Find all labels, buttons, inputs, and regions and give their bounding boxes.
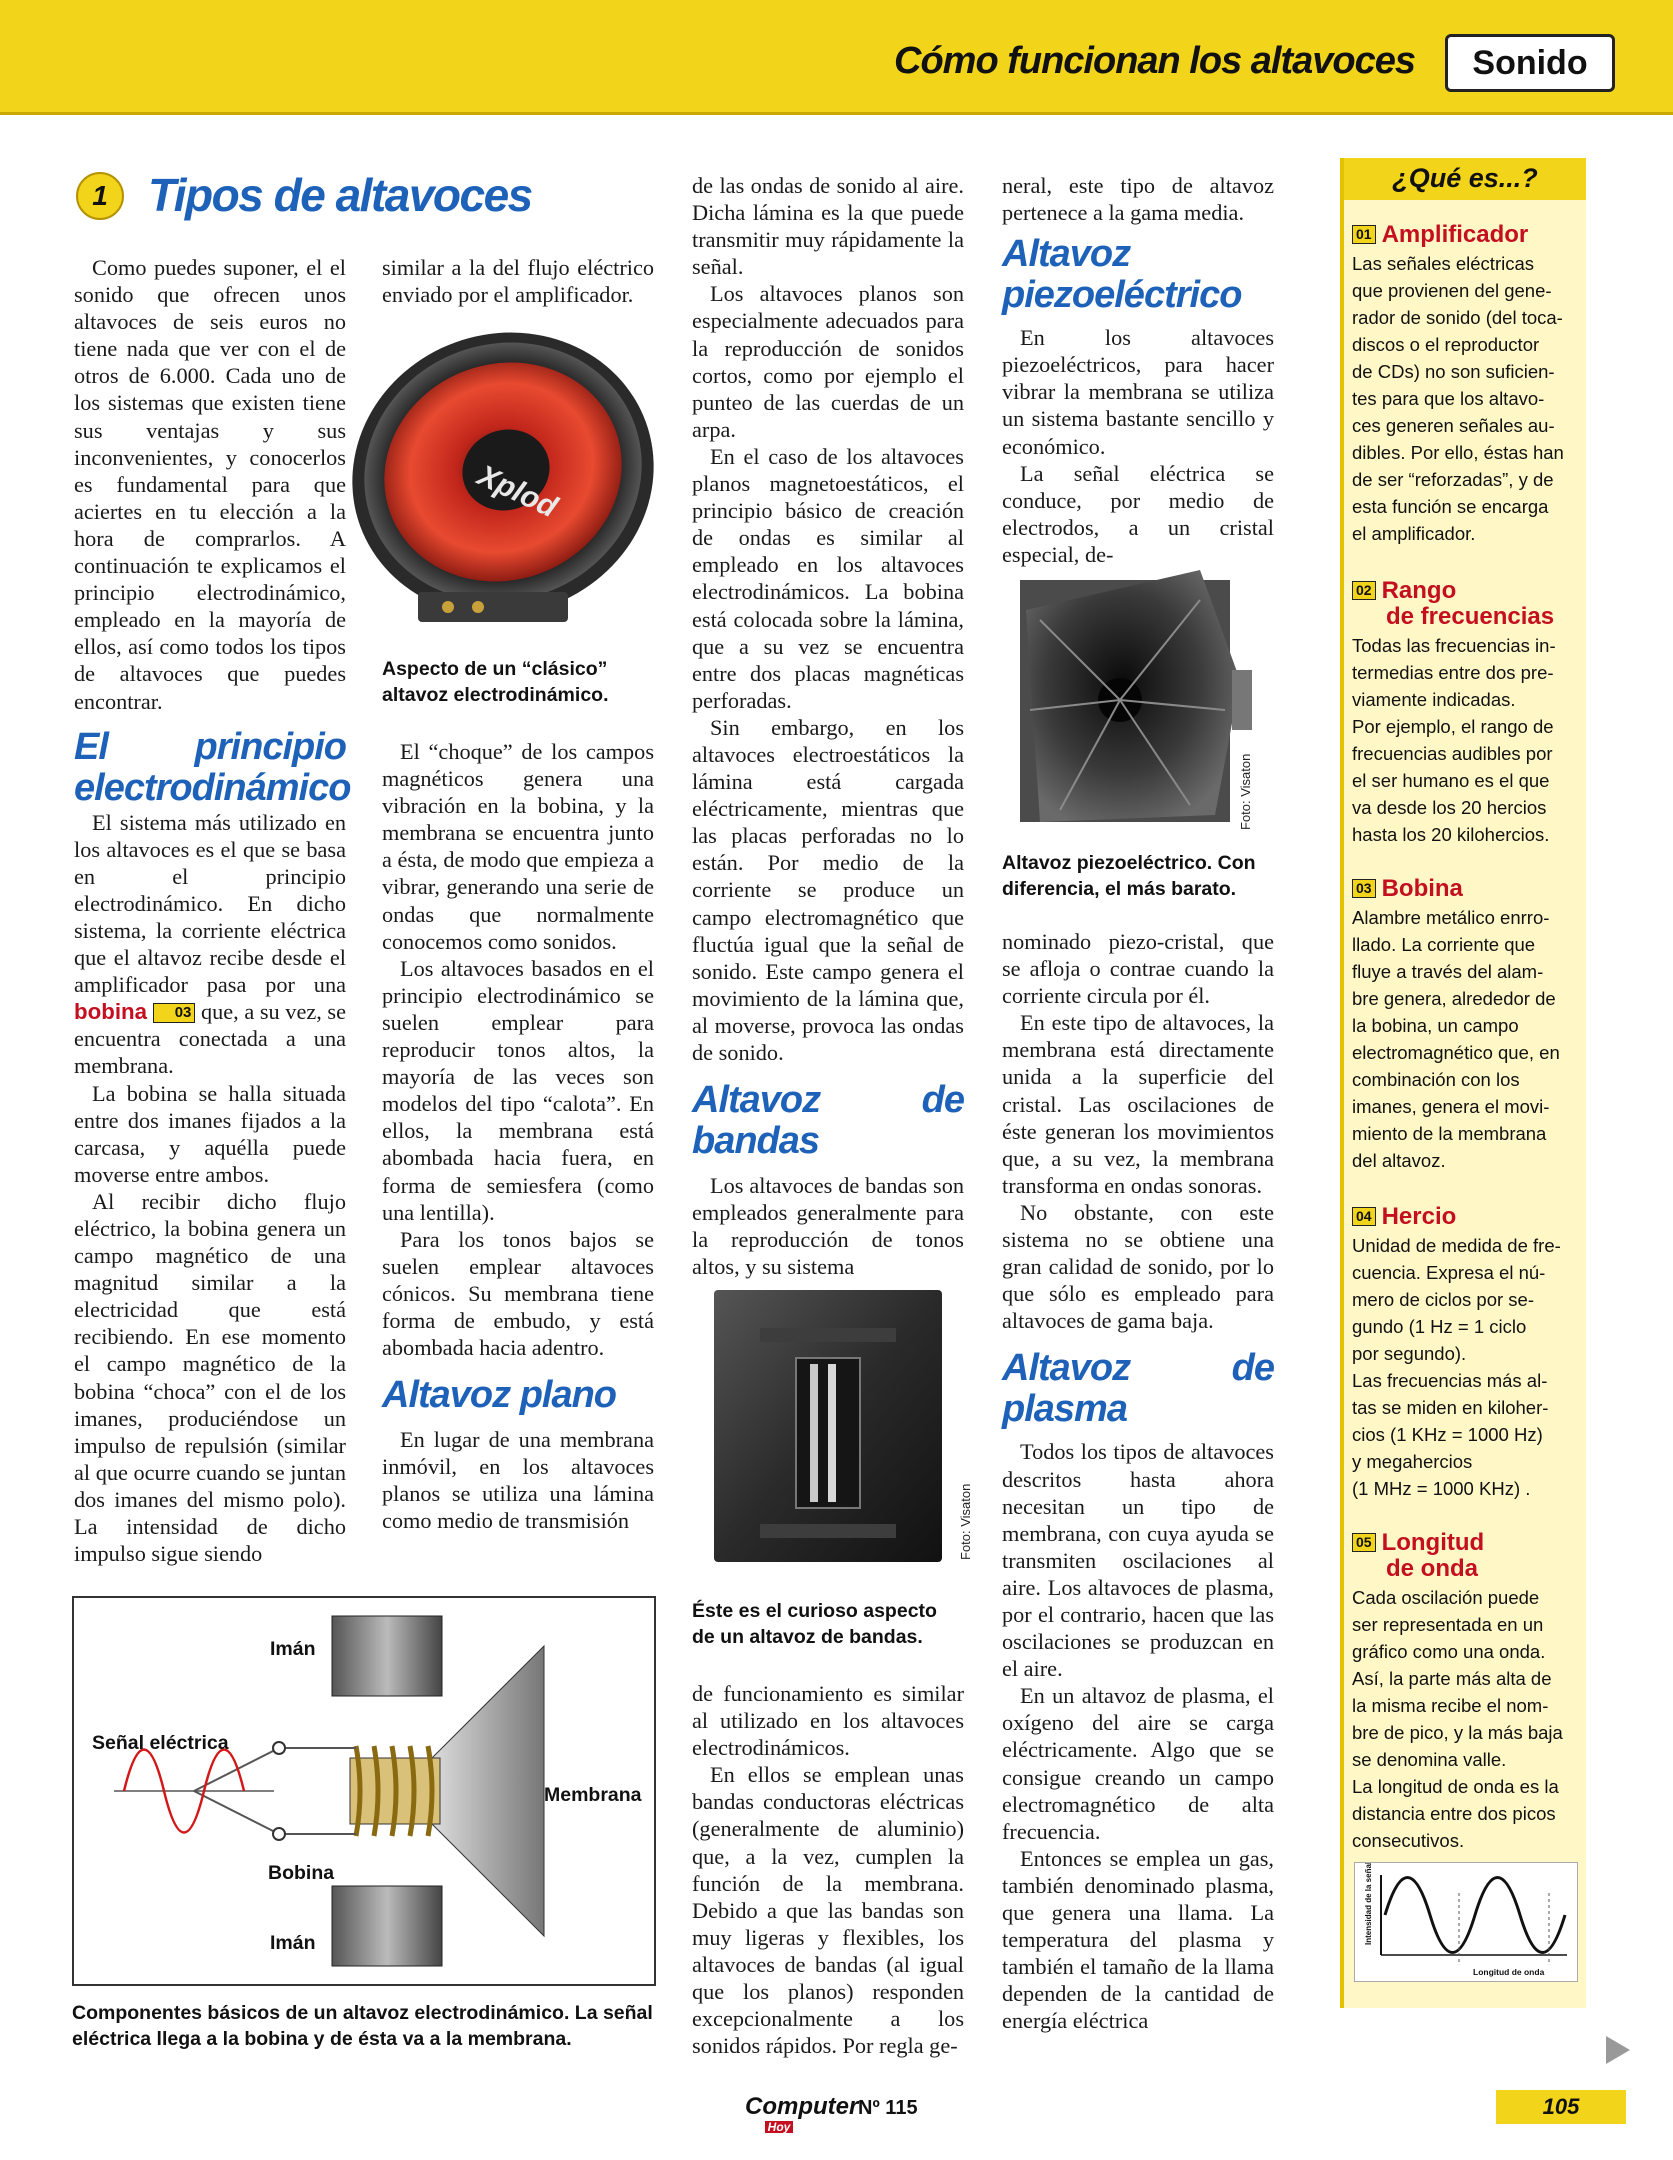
line: miento de la membrana xyxy=(1352,1123,1547,1144)
paragraph: de funcionamiento es similar al utilizado en los altavoces electrodinámicos. xyxy=(692,1681,964,1761)
line: discos o el reproductor xyxy=(1352,334,1540,355)
header-title: Cómo funcionan los altavoces xyxy=(894,40,1415,82)
ribbon-speaker-photo xyxy=(700,1288,956,1570)
photo-credit-piezo: Foto: Visaton xyxy=(1238,753,1253,830)
heading-bandas: Altavoz de bandas xyxy=(692,1079,964,1163)
entry-title-2: de frecuencias xyxy=(1386,603,1555,630)
heading-plasma: Altavoz de plasma xyxy=(1002,1347,1274,1431)
paragraph: Los altavoces basados en el principio electrodinámico se suelen emplear para reproducir tonos altos, la mayoría de las veces son modelos del tipo “calota”. En ellos, la membrana está abombada hacia fuera, en forma de semiesfera (como una lentilla). xyxy=(382,955,654,1225)
paragraph: nominado piezo-cristal, que se afloja o contrae cuando la corriente circula por él. xyxy=(1002,929,1274,1009)
line: del altavoz. xyxy=(1352,1150,1446,1171)
line: Las señales eléctricas xyxy=(1352,253,1535,274)
paragraph: En un altavoz de plasma, el oxígeno del aire se carga eléctricamente. Algo que se consigue creando un campo electromagnético de alta frecuencia. xyxy=(1002,1683,1274,1844)
line: termedias entre dos pre- xyxy=(1352,662,1554,683)
heading-principio: El principio electrodinámico xyxy=(74,725,351,809)
entry-body xyxy=(1352,632,1580,848)
page-number: 105 xyxy=(1496,2090,1626,2124)
paragraph: En el caso de los altavoces planos magnetoestáticos, el principio básico de creación de ondas es similar al empleado en los altavoces electrodinámicos. La bobina está colocada sobre la lámina, que a su vez se encuentra entre dos placas magnéticas perforadas. xyxy=(692,443,964,713)
line: de CDs) no son suficien- xyxy=(1352,361,1555,382)
glossary-tag: 03 xyxy=(1352,879,1376,898)
column-4 xyxy=(1002,172,1274,568)
wave-diagram xyxy=(1354,1862,1578,1982)
paragraph: de las ondas de sonido al aire. Dicha lámina es la que puede transmitir muy rápidamente la señal. xyxy=(692,173,964,280)
column-3-lower xyxy=(692,1680,964,2059)
caption-speaker: Aspecto de un “clásico” altavoz electrodinámico. xyxy=(382,658,609,706)
line: va desde los 20 hercios xyxy=(1352,797,1547,818)
heading-plano: Altavoz plano xyxy=(382,1374,617,1417)
line: ser representada en un xyxy=(1352,1614,1544,1635)
glossary-entry-hercio xyxy=(1352,1204,1580,1502)
paragraph: Todos los tipos de altavoces descritos hasta ahora necesitan un tipo de membrana, con cuya ayuda se transmiten oscilaciones al aire. Los altavoces de plasma, por el contrario, hacen que las oscilaciones se produzcan en el aire. xyxy=(1002,1439,1274,1682)
glossary-entry-bobina xyxy=(1352,876,1580,1174)
diagram-label-bobina: Bobina xyxy=(268,1862,335,1884)
logo-sub: Hoy xyxy=(765,2121,793,2133)
line: Todas las frecuencias in- xyxy=(1352,635,1556,656)
paragraph: El “choque” de los campos magnéticos genera una vibración en la bobina, y la membrana se encuentra junto a ésta, de modo que empieza a vibrar, generando una serie de ondas que normalmente conocemos como sonidos. xyxy=(382,739,654,954)
entry-title: Rango xyxy=(1381,577,1457,604)
column-2 xyxy=(382,254,654,308)
paragraph: Sin embargo, en los altavoces electroestáticos la lámina está cargada eléctricamente, mientras que las placas perforadas no lo están. Por medio de la corriente se produce un campo electromagnético que fluctúa igual que la señal de sonido. Este campo genera el movimiento de la lámina que, al moverse, provoca las ondas de sonido. xyxy=(692,714,964,1065)
line: Cada oscilación puede xyxy=(1352,1587,1540,1608)
photo-credit-bandas: Foto: Visaton xyxy=(958,1483,973,1560)
glossary-sidebar xyxy=(1340,158,1586,2008)
diagram-label-membrana: Membrana xyxy=(544,1784,642,1806)
issue-number: Nº 115 xyxy=(858,2097,918,2119)
line: Las frecuencias más al- xyxy=(1352,1370,1548,1391)
caption-piezo: Altavoz piezoeléctrico. Con diferencia, el más barato. xyxy=(1002,852,1256,900)
line: electromagnético que, en xyxy=(1352,1042,1560,1063)
line: ces generen señales au- xyxy=(1352,415,1555,436)
keyword-bobina: bobina xyxy=(74,999,148,1025)
entry-title: Longitud xyxy=(1381,1529,1485,1556)
paragraph: La bobina se halla situada entre dos imanes fijados a la carcasa, y aquélla puede moverse entre ambos. xyxy=(74,1080,346,1187)
line: esta función se encarga xyxy=(1352,496,1549,517)
line: bre genera, alrededor de xyxy=(1352,988,1556,1009)
line: consecutivos. xyxy=(1352,1830,1465,1851)
diagram-label-iman-top: Imán xyxy=(270,1638,316,1660)
line: se denomina valle. xyxy=(1352,1749,1507,1770)
line: de ser “reforzadas”, y de xyxy=(1352,469,1554,490)
line: por segundo). xyxy=(1352,1343,1467,1364)
line: Así, la parte más alta de xyxy=(1352,1668,1552,1689)
line: hasta los 20 kilohercios. xyxy=(1352,824,1550,845)
paragraph: La señal eléctrica se conduce, por medio de electrodos, a un cristal especial, de- xyxy=(1002,460,1274,567)
diagram-label-senal: Señal eléctrica xyxy=(92,1732,229,1754)
text-span: El sistema más utilizado en los altavoces es el que se basa en el principio electrodinámico. En dicho sistema, la corriente eléctrica que el altavoz recibe desde el amplificador pasa por una xyxy=(74,809,346,998)
line: dibles. Por ello, éstas han xyxy=(1352,442,1564,463)
line: bre de pico, y la más baja xyxy=(1352,1722,1563,1743)
glossary-tag: 02 xyxy=(1352,581,1376,600)
section-badge: Sonido xyxy=(1445,34,1615,92)
paragraph: Entonces se emplea un gas, también denominado plasma, que genera una llama. La temperatura del plasma y también el tamaño de la llama dependen de la cantidad de energía eléctrica xyxy=(1002,1845,1274,2034)
entry-title: Hercio xyxy=(1381,1203,1457,1230)
line: tas se miden en kiloher- xyxy=(1352,1397,1549,1418)
line: el amplificador. xyxy=(1352,523,1476,544)
piezo-speaker-photo xyxy=(1000,560,1270,840)
paragraph: En lugar de una membrana inmóvil, en los altavoces planos se utiliza una lámina como medio de transmisión xyxy=(382,1427,654,1534)
heading-piezo: Altavoz piezoeléctrico xyxy=(1002,233,1242,317)
entry-title-2: de onda xyxy=(1386,1555,1479,1582)
line: imanes, genera el movi- xyxy=(1352,1096,1550,1117)
paragraph: No obstante, con este sistema no se obtiene una gran calidad de sonido, por lo que sólo es empleado para altavoces de gama baja. xyxy=(1002,1199,1274,1334)
line: que provienen del gene- xyxy=(1352,280,1552,301)
wave-ylabel: Intensidad de la señal xyxy=(1364,1863,1373,1945)
logo-text: Computer xyxy=(745,2093,859,2120)
sidebar-title: ¿Qué es...? xyxy=(1344,158,1586,200)
entry-body xyxy=(1352,1232,1580,1502)
line: cios (1 KHz = 1000 Hz) xyxy=(1352,1424,1543,1445)
paragraph: En los altavoces piezoeléctricos, para hacer vibrar la membrana se utiliza un sistema bastante sencillo y económico. xyxy=(1002,325,1274,459)
column-1 xyxy=(74,254,351,1567)
line: tes para que los altavo- xyxy=(1352,388,1545,409)
glossary-entry-rango xyxy=(1352,578,1580,848)
glossary-tag: 05 xyxy=(1352,1533,1376,1552)
next-page-arrow-icon xyxy=(1606,2036,1630,2064)
paragraph xyxy=(74,809,346,1080)
article-number-badge: 1 xyxy=(76,172,124,220)
magazine-logo xyxy=(745,2093,858,2133)
line: el ser humano es el que xyxy=(1352,770,1550,791)
paragraph: Los altavoces de bandas son empleados generalmente para la reproducción de tonos altos, y su sistema xyxy=(692,1173,964,1280)
diagram-box xyxy=(72,1596,656,1986)
header-bar xyxy=(0,0,1673,115)
line: fluye a través del alam- xyxy=(1352,961,1544,982)
glossary-entry-amplificador xyxy=(1352,222,1580,547)
column-3 xyxy=(692,172,964,1280)
line: Por ejemplo, el rango de xyxy=(1352,716,1554,737)
line: gundo (1 Hz = 1 ciclo xyxy=(1352,1316,1527,1337)
article-title: Tipos de altavoces xyxy=(148,169,532,221)
paragraph: Al recibir dicho flujo eléctrico, la bobina genera un campo magnético de una magnitud similar a la electricidad que está recibiendo. En ese momento el campo magnético de la bobina “choca” con el de los imanes, produciéndose un impulso de repulsión (similar al que ocurre cuando se juntan dos imanes del mismo polo). La intensidad de dicho impulso sigue siendo xyxy=(74,1188,346,1567)
paragraph: Los altavoces planos son especialmente adecuados para la reproducción de sonidos cortos, como por ejemplo el punteo de las cuerdas de un arpa. xyxy=(692,281,964,442)
line: Alambre metálico enrro- xyxy=(1352,907,1550,928)
glossary-tag: 04 xyxy=(1352,1207,1376,1226)
caption-bandas: Éste es el curioso aspecto de un altavoz de bandas. xyxy=(692,1600,937,1648)
paragraph: similar a la del flujo eléctrico enviado por el amplificador. xyxy=(382,255,654,308)
line: frecuencias audibles por xyxy=(1352,743,1553,764)
wave-xlabel: Longitud de onda xyxy=(1473,1967,1545,1977)
line: viamente indicadas. xyxy=(1352,689,1516,710)
line: Unidad de medida de fre- xyxy=(1352,1235,1561,1256)
entry-body xyxy=(1352,250,1580,547)
line: (1 MHz = 1000 KHz) . xyxy=(1352,1478,1531,1499)
text-span: que, a su vez, se encuentra conectada a una membrana. xyxy=(74,999,346,1079)
line: gráfico como una onda. xyxy=(1352,1641,1546,1662)
diagram-label-iman-bottom: Imán xyxy=(270,1932,316,1954)
paragraph: neral, este tipo de altavoz pertenece a la gama media. xyxy=(1002,173,1274,226)
glossary-entry-longitud xyxy=(1352,1530,1580,1854)
glossary-tag: 01 xyxy=(1352,225,1376,244)
entry-body xyxy=(1352,1584,1580,1854)
line: combinación con los xyxy=(1352,1069,1520,1090)
line: la misma recibe el nom- xyxy=(1352,1695,1549,1716)
column-2-lower xyxy=(382,738,654,1535)
entry-body xyxy=(1352,904,1580,1174)
glossary-tag: 03 xyxy=(153,1003,196,1023)
speaker-photo xyxy=(338,322,662,636)
entry-title: Amplificador xyxy=(1381,221,1529,248)
line: rador de sonido (del toca- xyxy=(1352,307,1563,328)
paragraph: Para los tonos bajos se suelen emplear altavoces cónicos. Su membrana tiene forma de embudo, y está abombada hacia adentro. xyxy=(382,1226,654,1361)
intro-paragraph: Como puedes suponer, el el sonido que ofrecen unos altavoces de seis euros no tiene nada que ver con el de otros de 6.000. Cada uno de los sistemas que existen tiene sus ventajas y sus inconvenientes, y conocerlos es fundamental para que aciertes en tu elección a la hora de comprarlos. A continuación te explicamos el principio electrodinámico, empleado en la mayoría de ellos, así como todos los tipos de altavoces que puedes encontrar. xyxy=(74,255,346,714)
wave-svg xyxy=(1355,1863,1577,1981)
paragraph: En este tipo de altavoces, la membrana está directamente unida a la superficie del cristal. Las oscilaciones de éste generan los movimientos que, a su vez, la membrana transforma en ondas sonoras. xyxy=(1002,1010,1274,1198)
diagram-caption: Componentes básicos de un altavoz electrodinámico. La señal eléctrica llega a la bobina y de ésta va a la membrana. xyxy=(72,2002,653,2050)
line: cuencia. Expresa el nú- xyxy=(1352,1262,1546,1283)
line: La longitud de onda es la xyxy=(1352,1776,1559,1797)
speaker-brand-text: Xplod xyxy=(472,459,563,525)
line: y megahercios xyxy=(1352,1451,1473,1472)
line: la bobina, un campo xyxy=(1352,1015,1519,1036)
line: llado. La corriente que xyxy=(1352,934,1536,955)
entry-title: Bobina xyxy=(1381,875,1463,902)
paragraph: En ellos se emplean unas bandas conductoras eléctricas (generalmente de aluminio) que, a la vez, cumplen la función de la membrana. Debido a que las bandas son muy ligeras y flexibles, los altavoces de bandas (al igual que los planos) responden excepcionalmente a los sonidos rápidos. Por regla ge- xyxy=(692,1762,964,2059)
column-4-lower xyxy=(1002,928,1274,2034)
line: distancia entre dos picos xyxy=(1352,1803,1556,1824)
line: mero de ciclos por se- xyxy=(1352,1289,1534,1310)
